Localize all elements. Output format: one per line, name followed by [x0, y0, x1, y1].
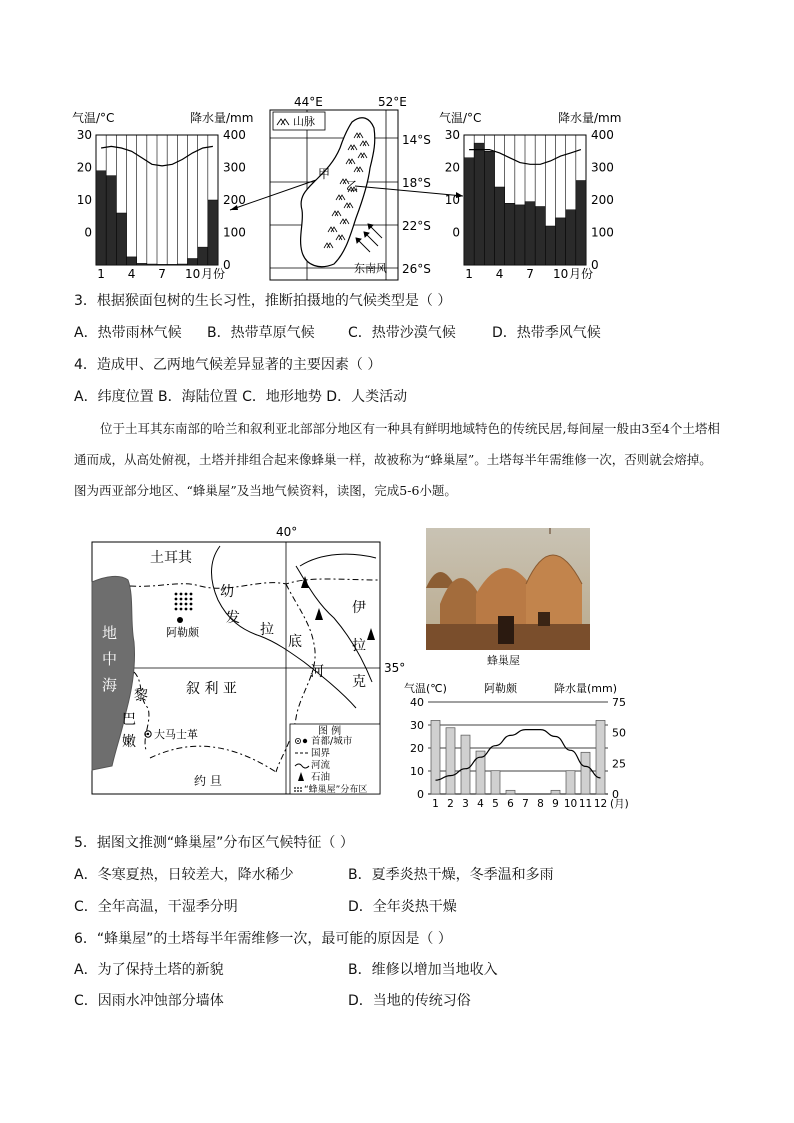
- month-tick-label: 10: [552, 267, 569, 281]
- month-tick-label: 4: [477, 798, 484, 810]
- precip-bar: [495, 187, 505, 265]
- q3-option-a[interactable]: A．热带雨林气候: [74, 325, 182, 341]
- right-chart-precip-label: 降水量/mm: [558, 111, 622, 125]
- temp-tick-label: 10: [76, 193, 92, 207]
- map-lat-22: 22°S: [402, 219, 431, 233]
- precip-bar: [167, 264, 177, 265]
- photo-caption: 蜂巢屋: [487, 654, 520, 667]
- precip-bar: [96, 171, 106, 265]
- map-lon-44: 44°E: [294, 95, 323, 109]
- left-chart-temp-label: 气温/°C: [72, 111, 115, 125]
- med-char-1: 地: [102, 624, 118, 642]
- month-tick-label: 11: [578, 798, 593, 810]
- lebanon-char-2: 巴: [122, 712, 136, 728]
- q6-option-c[interactable]: C．因雨水冲蚀部分墙体: [74, 993, 224, 1009]
- month-tick-label: 2: [447, 798, 454, 810]
- syria-region-map: [90, 522, 406, 800]
- madagascar-map: [230, 95, 463, 280]
- precip-bar: [464, 158, 474, 265]
- precip-bar: [506, 790, 515, 794]
- legend-beehive: “蜂巢屋”分布区: [304, 785, 368, 795]
- precip-tick-label: 0: [591, 258, 599, 272]
- temp-tick-label: 30: [76, 128, 92, 142]
- precip-tick-label: 100: [591, 225, 614, 240]
- month-tick-label: 6: [507, 798, 514, 810]
- month-tick-label: 7: [526, 267, 534, 281]
- temp-tick-label: 20: [410, 742, 424, 755]
- month-unit-label: (月): [610, 798, 629, 810]
- precip-bar: [147, 264, 157, 265]
- aleppo-climate-chart: [402, 680, 629, 812]
- temp-tick-label: 30: [410, 719, 424, 732]
- q3-option-d[interactable]: D．热带季风气候: [492, 325, 601, 341]
- q5-option-b[interactable]: B．夏季炎热干燥，冬季温和多雨: [348, 867, 554, 883]
- q5-option-c[interactable]: C．全年高温，干湿季分明: [74, 899, 238, 915]
- label-jordan: 约 旦: [194, 774, 222, 788]
- precip-bar: [116, 213, 126, 265]
- q6-option-a[interactable]: A．为了保持土塔的新貌: [74, 962, 224, 978]
- precip-bar: [581, 752, 590, 794]
- precip-bar: [208, 200, 218, 265]
- aleppo-temp-line: [436, 730, 601, 781]
- iraq-char-2: 拉: [352, 638, 366, 654]
- iraq-char-1: 伊: [352, 600, 366, 616]
- precip-bar: [505, 203, 515, 265]
- q5-stem: 5．据图文推测“蜂巢屋”分布区气候特征（ ）: [74, 835, 354, 851]
- precip-bar: [157, 264, 167, 265]
- temp-tick-label: 30: [444, 128, 460, 142]
- right-climate-chart: [439, 110, 621, 281]
- temp-tick-label: 20: [444, 160, 460, 175]
- temp-tick-label: 10: [410, 765, 424, 778]
- q4-stem: 4．造成甲、乙两地气候差异显著的主要因素（ ）: [74, 357, 382, 373]
- q3-option-c[interactable]: C．热带沙漠气候: [348, 325, 456, 341]
- label-aleppo: 阿勒颇: [166, 626, 199, 639]
- q3-option-b[interactable]: B．热带草原气候: [207, 325, 315, 341]
- label-damascus: 大马士革: [154, 728, 198, 741]
- precip-bar: [106, 176, 116, 265]
- month-tick-label: 3: [462, 798, 469, 810]
- euphrates-char-2: 发: [226, 610, 240, 626]
- temp-tick-label: 20: [76, 160, 92, 175]
- month-tick-label: 12: [593, 798, 608, 810]
- temp-tick-label: 0: [84, 225, 92, 240]
- right-chart-x-label: 月份: [569, 267, 594, 281]
- aleppo-marker: [177, 617, 183, 623]
- precip-tick-label: 200: [223, 193, 246, 207]
- precip-tick-label: 0: [223, 258, 231, 272]
- precip-bar: [127, 257, 137, 265]
- legend-capital: 首都/城市: [311, 736, 353, 747]
- lebanon-char-3: 嫩: [122, 734, 136, 750]
- right-chart-temp-label: 气温/°C: [439, 111, 482, 125]
- iraq-char-3: 克: [352, 674, 366, 690]
- precip-bar: [446, 728, 455, 794]
- precip-bar: [198, 247, 208, 265]
- month-tick-label: 1: [97, 267, 105, 281]
- legend-title: 图 例: [318, 726, 342, 737]
- precip-bar: [491, 771, 500, 794]
- month-tick-label: 1: [432, 798, 439, 810]
- precip-bar: [545, 226, 555, 265]
- left-climate-chart: [72, 110, 253, 281]
- euphrates-char-3: 拉: [260, 622, 274, 638]
- precip-bar: [566, 210, 576, 265]
- precip-bar: [596, 720, 605, 794]
- aleppo-precip-label: 降水量(mm): [554, 682, 618, 695]
- precip-bar: [137, 263, 147, 265]
- q4-options[interactable]: A．纬度位置 B．海陆位置 C．地形地势 D．人类活动: [74, 389, 408, 405]
- temp-tick-label: 40: [410, 696, 424, 709]
- precip-tick-label: 400: [591, 128, 614, 142]
- month-tick-label: 10: [563, 798, 578, 810]
- map-lat-26: 26°S: [402, 262, 431, 276]
- precip-tick-label: 0: [612, 788, 619, 801]
- precip-bar: [484, 151, 494, 265]
- beehive-house-photo: [426, 528, 590, 650]
- med-char-2: 中: [102, 650, 118, 668]
- q6-stem: 6．“蜂巢屋”的土塔每半年需维修一次，最可能的原因是（ ）: [74, 931, 452, 947]
- aleppo-temp-label: 气温(℃): [404, 682, 447, 695]
- label-syria: 叙 利 亚: [186, 681, 237, 697]
- precip-bar: [556, 218, 566, 265]
- map-lat-35: 35°: [384, 661, 406, 675]
- temp-tick-label: 10: [444, 193, 460, 207]
- map-place-b: 乙: [346, 179, 359, 193]
- month-tick-label: 7: [522, 798, 529, 810]
- q5-option-a[interactable]: A．冬寒夏热，日较差大，降水稀少: [74, 867, 294, 883]
- map-place-a: 甲: [318, 167, 331, 181]
- q6-option-d[interactable]: D．当地的传统习俗: [348, 993, 471, 1009]
- precip-tick-label: 300: [223, 160, 246, 175]
- precip-bar: [551, 790, 560, 794]
- q3-stem: 3．根据猴面包树的生长习性，推断拍摄地的气候类型是（ ）: [74, 293, 452, 309]
- map-wind-label: 东南风: [354, 262, 387, 275]
- month-tick-label: 10: [184, 267, 201, 281]
- temp-tick-label: 0: [452, 225, 460, 240]
- legend-river: 河流: [311, 760, 331, 771]
- precip-tick-label: 200: [591, 193, 614, 207]
- month-tick-label: 8: [537, 798, 544, 810]
- label-turkey: 土耳其: [150, 550, 192, 566]
- map-lon-40: 40°: [276, 525, 298, 539]
- aleppo-chart-title: 阿勒颇: [484, 682, 517, 695]
- precip-tick-label: 100: [223, 225, 246, 240]
- precip-bar: [474, 143, 484, 265]
- precip-bar: [535, 207, 545, 266]
- euphrates-char-5: 河: [310, 664, 324, 680]
- q6-option-b[interactable]: B．维修以增加当地收入: [348, 962, 498, 978]
- left-chart-precip-label: 降水量/mm: [190, 111, 254, 125]
- precip-tick-label: 75: [612, 696, 626, 709]
- temp-tick-label: 0: [417, 788, 424, 801]
- euphrates-char-1: 幼: [220, 584, 234, 600]
- precip-bar: [431, 720, 440, 794]
- legend-border: 国界: [311, 748, 331, 759]
- reading-passage: 位于土耳其东南部的哈兰和叙利亚北部部分地区有一种具有鲜明地域特色的传统民居,每间屋一般由3至4个土塔相通而成，从高处俯视，土塔并排组合起来像蜂巢一样，故被称为“蜂巢屋”。土塔每半年需维修一次，否则就会熔掉。图为西亚部分地区、“蜂巢屋”及当地气候资料，读图，完成5-6小题。: [74, 421, 720, 498]
- wind-arrows: [356, 224, 382, 252]
- precip-tick-label: 25: [612, 757, 626, 771]
- map-lat-18: 18°S: [402, 176, 431, 190]
- precip-tick-label: 300: [591, 160, 614, 175]
- precip-bar: [515, 205, 525, 265]
- med-char-3: 海: [102, 676, 118, 694]
- euphrates-char-4: 底: [288, 634, 302, 650]
- precip-bar: [525, 202, 535, 265]
- left-chart-x-label: 月份: [201, 267, 226, 281]
- island-outline: [301, 118, 375, 267]
- month-tick-label: 4: [495, 267, 504, 281]
- figure-madagascar: [70, 92, 630, 287]
- month-tick-label: 9: [552, 798, 559, 810]
- month-tick-label: 4: [127, 267, 136, 281]
- precip-tick-label: 50: [612, 726, 626, 740]
- lebanon-char-1: 黎: [134, 688, 148, 704]
- q5-option-d[interactable]: D．全年炎热干燥: [348, 899, 457, 915]
- month-tick-label: 7: [158, 267, 166, 281]
- precip-bar: [188, 259, 198, 266]
- month-tick-label: 5: [492, 798, 499, 810]
- map-legend-label: 山脉: [293, 115, 315, 128]
- precip-bar: [566, 771, 575, 794]
- precip-bar: [461, 735, 470, 794]
- map-lon-52: 52°E: [378, 95, 407, 109]
- legend-oil: 石油: [311, 772, 331, 783]
- precip-bar: [576, 181, 586, 266]
- month-tick-label: 1: [465, 267, 473, 281]
- precip-bar: [177, 264, 187, 265]
- map-lat-14: 14°S: [402, 133, 431, 147]
- precip-tick-label: 400: [223, 128, 246, 142]
